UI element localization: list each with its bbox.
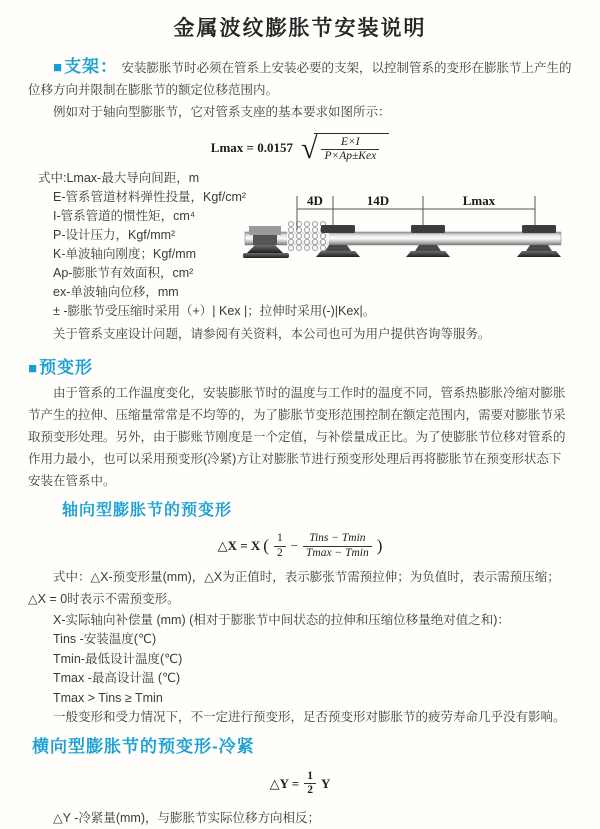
definition-item: E-管系管道材料弹性投量，Kgf/cm² [53, 190, 247, 205]
minus-operator: − [290, 538, 299, 554]
lmax-fraction [321, 136, 379, 163]
definition-item: K-单波轴向刚度；Kgf/mm [53, 247, 197, 262]
axial-line: X-实际轴向补偿量 (mm) (相对于膨胀节中间状态的拉伸和压缩位移量绝对值之和)： [53, 612, 510, 627]
dim-label-lmax: Lmax [462, 193, 496, 208]
support-intro-paragraph [28, 56, 572, 101]
section-bullet-icon: ■ [53, 59, 64, 76]
fraction-numerator: 1 [276, 532, 283, 545]
definition-item: ± -膨胀节受压缩时采用（+）| Kex |；拉伸时采用(-)|Kex|。 [53, 304, 376, 319]
one-half-fraction [274, 532, 286, 559]
fraction-denominator: Tmax − Tmin [303, 546, 372, 560]
sqrt-symbol-icon: √ [300, 131, 318, 165]
axial-line: Tmax > Tins ≥ Tmin [53, 690, 163, 705]
support-intro-text: 安装膨胀节时必须在管系上安装必要的支架，以控制管系的变形在膨胀节上产生的位移方向并限制在膨胀节的额定位移范围内。 [28, 61, 572, 97]
predeform-section-header [28, 357, 572, 380]
axial-line: Tmax -最高设计温 (℃) [53, 671, 181, 686]
close-paren: ) [376, 536, 383, 556]
support-note: 关于管系支座设计问题，请参阅有关资料，本公司也可为用户提供咨询等服务。 [53, 327, 491, 342]
support-section-header-label: 支架： [64, 57, 119, 76]
lateral-subheading: 横向型膨胀节的预变形-冷紧 [32, 736, 255, 756]
fraction-numerator: 1 [307, 769, 313, 782]
dim-label-14d: 14D [366, 193, 390, 208]
lmax-fraction-numerator: E×I [341, 136, 360, 148]
fraction-numerator: Tins − Tmin [309, 532, 366, 545]
lateral-formula-lhs: △Y = [269, 775, 300, 791]
definition-item: I-管系管道的惯性矩，cm⁴ [53, 209, 196, 224]
axial-line: 式中：△X-预变形量(mm)，△X为正值时，表示膨张节需预拉伸；为负值时，表示需预压缩；△X = 0时表示不需预变形。 [28, 569, 560, 606]
lmax-fraction-denominator: P×Ap±Kex [321, 149, 379, 163]
predeform-paragraph: 由于管系的工作温度变化，安装膨胀节时的温度与工作时的温度不同，管系热膨胀冷缩对膨胀节产生的拉伸、压缩量常常是不均等的，为了膨胀节变形范围控制在额定范围内，需要对膨胀节采取预变形处理。另外，由于膨账节刚度是一个定值，与补偿量成正比。为了使膨胀节位移对管系的作用力最小，也可以采用预变形(冷紧)方让对膨胀节进行预变形处理后再将膨胀节在预变形状态下安装在管系中。 [28, 386, 566, 489]
axial-line: Tmin-最低设计温度(℃) [53, 651, 183, 666]
symbol-definitions-list [38, 169, 572, 321]
lmax-formula [28, 133, 572, 163]
predeform-section-header-label: 预变形 [39, 358, 94, 378]
lmax-formula-lhs: Lmax = 0.0157 [210, 140, 293, 156]
axial-subheading: 轴向型膨胀节的预变形 [62, 502, 233, 520]
support-example-line: 例如对于轴向型膨胀节，它对管系支座的基本要求如图所示： [53, 105, 391, 119]
definition-item: Ap-膨胀节有效面积，cm² [53, 266, 194, 281]
lateral-note: △Y -冷紧量(mm)，与膨胀节实际位移方向相反； [53, 811, 321, 826]
one-half-fraction [304, 770, 316, 797]
axial-formula-lhs: △X = X [217, 538, 261, 554]
fraction-denominator: 2 [274, 546, 286, 560]
definition-item: 式中:Lmax-最大导向间距，m [38, 171, 200, 186]
definition-item: P-设计压力，Kgf/mm² [53, 228, 176, 243]
axial-line: 一般变形和受力情况下，不一定进行预变形，足否预变形对膨胀节的疲劳寿命几乎没有影响。 [53, 710, 566, 725]
lateral-predeform-formula [28, 770, 572, 797]
definition-item: ex-单波轴向位移，mm [53, 285, 179, 300]
section-bullet-icon: ■ [28, 360, 39, 378]
sqrt-content [314, 133, 389, 163]
axial-predeform-formula [28, 532, 572, 559]
fraction-denominator: 2 [304, 783, 316, 797]
dim-label-4d: 4D [307, 193, 323, 208]
page-title: 金属波纹膨胀节安装说明 [173, 17, 427, 40]
sqrt-radical [301, 133, 389, 163]
open-paren: ( [263, 536, 269, 556]
support-section-header [53, 57, 118, 76]
lateral-formula-rhs: Y [320, 775, 331, 791]
axial-line: Tins -安装温度(℃) [53, 632, 157, 647]
temperature-fraction [303, 532, 372, 559]
